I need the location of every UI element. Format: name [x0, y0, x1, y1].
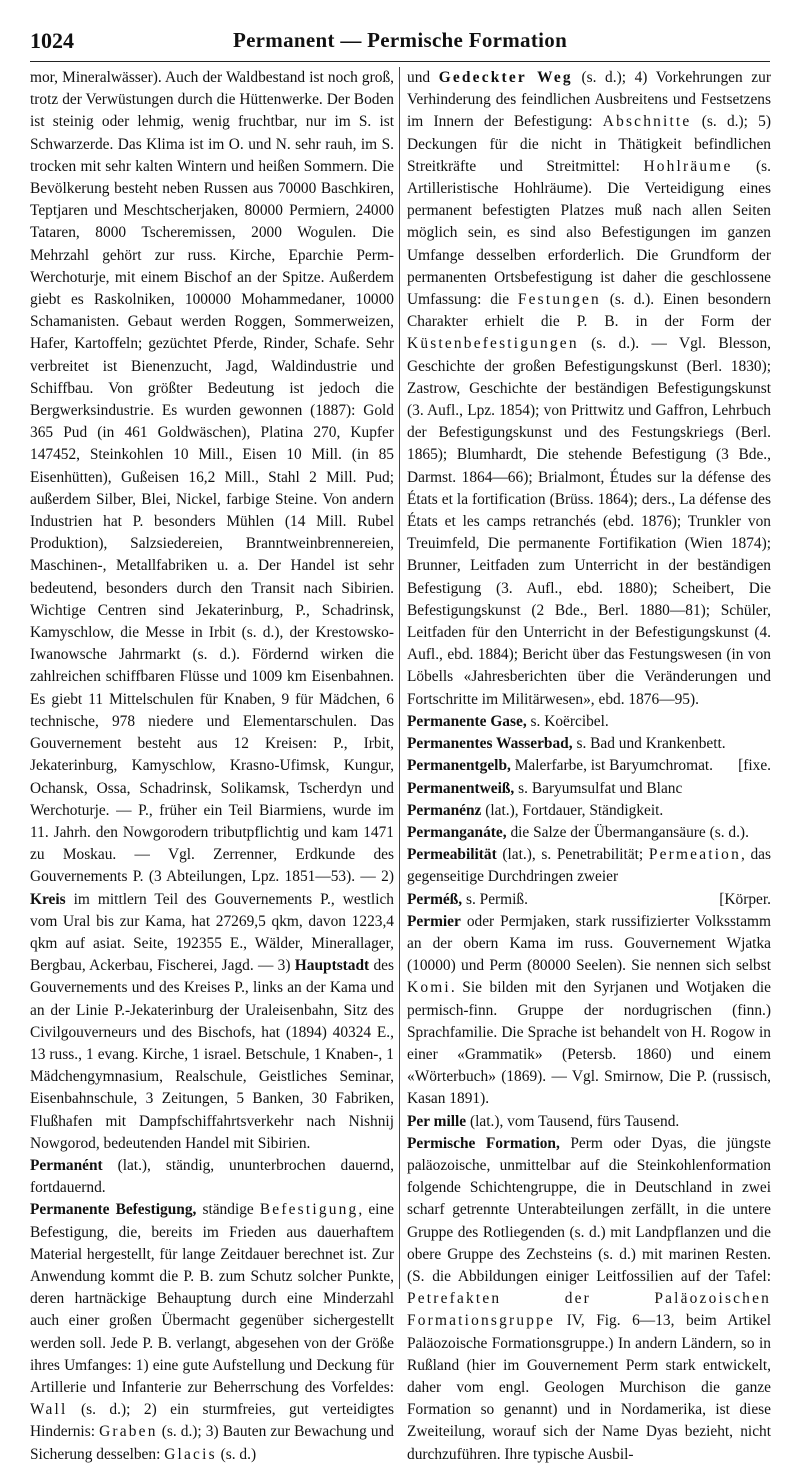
entry-headword: Per mille [407, 1112, 467, 1130]
entry-befestigung-continued [407, 67, 771, 711]
spaced-term: Wall [30, 1401, 68, 1419]
entry-text: (lat.), ständig, ununterbrochen dauernd, fortdauernd. [30, 1156, 394, 1197]
entry-permanganate [407, 822, 771, 844]
entry-text: ständige [202, 1201, 254, 1219]
entry-text: (s. d.); 5) Deckungen für die nicht in Thätigkeit befindlichen Streitkräfte und Streitmittel: [407, 113, 771, 175]
spaced-term: Gedeckter Weg [438, 69, 573, 86]
entry-headword: Permanente Befestigung, [30, 1201, 197, 1219]
entry-text: Malerfarbe, ist Baryumchromat. [514, 757, 714, 775]
entry-text: s. Permiß. [465, 890, 528, 908]
entry-text: (lat.), s. Penetrabilität; [502, 846, 644, 864]
entry-headword: Permanentgelb, [407, 757, 511, 775]
spaced-term: Küstenbefestigungen [407, 335, 579, 353]
entry-permanentgelb [407, 755, 771, 777]
entry-text: oder Permjaken, stark russifizierter Volksstamm an der obern Kama im russ. Gouvernement Wjatka (10000) und Perm (80000 Seelen). Sie nennen sich selbst [407, 912, 771, 975]
entry-text: , eine Befestigung, die, bereits im Frieden aus dauerhaftem Material hergestellt, für lange Zeitdauer berechnet ist. Zur Anwendung kommt die P. B. zum Schutz solcher Punkte, deren hartnäckige Behauptung durch eine Minderzahl auch einer großen Übermacht gegenüber sichergestellt werden soll. Jede P. B. verlangt, abgesehen von der Größe ihres Umfanges: 1) eine gute Aufstellung und Deckung für Artillerie und Infanterie zur Beherrschung des Vorfeldes: [30, 1201, 394, 1396]
entry-text: und [407, 69, 431, 86]
entry-permier [407, 911, 771, 1111]
spaced-term: Befestigung [259, 1201, 359, 1219]
entry-text: (s. d.). Einen besondern Charakter erhielt die P. B. in der Form der [407, 291, 771, 331]
entry-permeabilitaet [407, 844, 771, 888]
entry-text: s. Bad und Krankenbett. [576, 735, 726, 753]
entry-text: (s. d.); 2) ein sturmfreies, gut verteidigtes Hindernis: [30, 1401, 394, 1441]
entry-permanente-befestigung [30, 1199, 394, 1465]
entry-headword: Permanentweiß, [407, 779, 515, 797]
entry-text: (lat.), vom Tausend, fürs Tausend. [469, 1112, 680, 1130]
carryover-fragment: [Körper. [719, 890, 771, 908]
entry-text: . Sie bilden mit den Syrjanen und Wotjaken die permisch-finn. Gruppe der nordugrischen (finn.) Sprachfamilie. Die Sprache ist behandelt von H. Rogow in einer «Grammatik» (Petersb. 1860) und einem «Wörterbuch» (1869). — Vgl. Smirnow, Die P. (russisch, Kasan 1891). [407, 979, 771, 1108]
entry-headword: Permier [407, 912, 461, 930]
entry-text: s. Koërcibel. [530, 712, 609, 730]
entry-headword: Perméß, [407, 890, 463, 908]
entry-permische-formation [407, 1133, 771, 1466]
page-header [30, 28, 770, 58]
entry-per-mille [407, 1111, 771, 1133]
entry-text: (s. d.) [220, 1445, 257, 1463]
carryover-fragment: [fixe. [738, 757, 771, 775]
column-divider [399, 67, 400, 1289]
entry-perm-continued [30, 67, 394, 1155]
entry-permanent [30, 1155, 394, 1199]
spaced-term: Hohlräume [643, 157, 733, 175]
entry-keyword: Kreis [30, 890, 66, 908]
entry-headword: Permische Formation, [407, 1134, 560, 1152]
entry-text: die Salze der Übermangansäure (s. d.). [510, 823, 749, 841]
running-title: Permanent — Permische Formation [232, 28, 568, 52]
page-number: 1024 [30, 28, 74, 53]
entry-text: Perm oder Dyas, die jüngste paläozoische, unmittelbar auf die Steinkohlenformation folgende Schichtengruppe, die in Deutschland in zwei scharf getrennte Unterabteilungen zerfällt, in die untere Gruppe des Rotliegenden (s. d.) mit Landpflanzen und die obere Gruppe des Zechsteins (s. d.) mit marinen Resten. (S. die Abbildungen einiger Leitfossilien auf der Tafel: [407, 1134, 771, 1285]
entry-text: des Gouvernements und des Kreises P., links an der Kama und an der Linie P.-Jekaterinburg der Uraleisenbahn, Sitz des Civilgouverneurs und des Bischofs, hat (1894) 40324 E., 13 russ., 1 evang. Kirche, 1 israel. Betschule, 1 Knaben-, 1 Mädchengymnasium, Realschule, Geistliches Seminar, Eisenbahnschule, 3 Zeitungen, 5 Banken, 30 Fabriken, Flußhafen mit Dampfschiffahrtsverkehr nach Nishnij Nowgorod, bedeutenden Handel mit Sibirien. [30, 957, 395, 1152]
entry-text: , das gegenseitige Durchdringen zweier [407, 846, 771, 886]
entry-permanenz [407, 800, 771, 822]
entry-text: (s. d.); 3) Bauten zur Bewachung und Sicherung desselben: [30, 1423, 394, 1463]
entry-headword: Permanénz [407, 801, 482, 819]
entry-text: (s. d.); 4) Vorkehrungen zur Verhinderung des feindlichen Ausbreitens und Festsetzens im Innern der Befestigung: [407, 69, 771, 131]
entry-headword: Permanente Gase, [407, 712, 527, 730]
entry-headword: Permanganáte, [407, 823, 507, 841]
entry-permanente-gase [407, 711, 771, 733]
spaced-term: Festungen [517, 291, 601, 309]
spaced-term: Glacis [164, 1445, 217, 1463]
spaced-term: Komi [407, 979, 451, 997]
entry-text: s. Baryumsulfat und Blanc [518, 779, 683, 797]
entry-text: (lat.), Fortdauer, Ständigkeit. [485, 801, 664, 819]
entry-headword: Permanentes Wasserbad, [407, 735, 573, 753]
spaced-term: Abschnitte [602, 113, 692, 131]
entry-text: IV, Fig. 6—13, beim Artikel Paläozoische Formationsgruppe.) In andern Ländern, so in Rußland (hier im Gouvernement Perm stark entwickelt, daher vom engl. Geologen Murchison die ganze Formation so genannt) und in Nordamerika, ist diese Zweiteilung, worauf sich der Name Dyas bezieht, nicht durchzuführen. Ihre typische Ausbil- [407, 1312, 771, 1463]
entry-keyword: Hauptstadt [294, 957, 370, 975]
spaced-term: Petrefakten der Paläozoischen Formationsgruppe [407, 1290, 771, 1330]
entry-text: im mittlern Teil des Gouvernements P., westlich vom Ural bis zur Kama, hat 27269,5 qkm, davon 1223,4 qkm auf asiat. Seite, 192355 E., Wälder, Minerallager, Bergbau, Ackerbau, Fischerei, Jagd. — 3) [30, 890, 394, 975]
spaced-term: Graben [99, 1423, 158, 1441]
entry-text: (s. Artilleristische Hohlräume). Die Verteidigung eines permanent befestigten Platzes muß nach allen Seiten möglich sein, es sind also Befestigungen im ganzen Umfange desselben erforderlich. Die Grundform der permanenten Ortsbefestigung ist daher die geschlossene Umfassung: die [407, 157, 771, 309]
entry-headword: Permeabilität [407, 846, 497, 864]
entry-text: (s. d.). — Vgl. Blesson, Geschichte der großen Befestigungskunst (Berl. 1830); Zastrow, Geschichte der beständigen Befestigungskunst (3. Aufl., Lpz. 1854); von Prittwitz und Gaffron, Lehrbuch der Befestigungskunst und des Festungskriegs (Berl. 1865); Blumhardt, Die stehende Befestigung (3 Bde., Darmst. 1864—66); Brialmont, Études sur la défense des États et la fortification (Brüss. 1864); ders., La défense des États et les camps retranchés (ebd. 1876); Trunkler von Treuimfeld, Die permanente Fortifikation (Wien 1874); Brunner, Leitfaden zum Unterricht in der beständigen Befestigung (3. Aufl., ebd. 1880); Scheibert, Die Befestigungskunst (2 Bde., Berl. 1880—81); Schüler, Leitfaden für den Unterricht in der Befestigungskunst (4. Aufl., ebd. 1884); Bericht über das Festungswesen (in von Löbells «Jahresberichten über die Veränderungen und Fortschritte im Militärwesen», ebd. 1876—95). [407, 335, 771, 708]
entry-headword: Permanént [30, 1156, 103, 1174]
entry-permanentes-wasserbad [407, 733, 771, 755]
entry-text: mor, Mineralwässer). Auch der Waldbestand ist noch groß, trotz der Verwüstungen durch die Hüttenwerke. Der Boden ist steinig oder lehmig, wenig fruchtbar, nur im S. ist Schwarzerde. Das Klima ist im O. und N. sehr rauh, im S. trocken mit sehr kalten Wintern und heißen Sommern. Die Bevölkerung besteht neben Russen aus 70000 Baschkiren, Teptjaren und Meschtscherjaken, 80000 Permiern, 24000 Tataren, 8000 Tscheremissen, 2000 Wogulen. Die Mehrzahl gehört zur russ. Kirche, Eparchie Perm-Werchoturje, mit einem Bischof an der Spitze. Außerdem giebt es Raskolniken, 100000 Mohammedaner, 10000 Schamanisten. Gebaut werden Roggen, Sommerweizen, Hafer, Kartoffeln; gezüchtet Pferde, Rinder, Schafe. Sehr verbreitet ist Bienenzucht, Jagd, Waldindustrie und Schiffbau. Von größter Bedeutung ist jedoch die Bergwerksindustrie. Es wurden gewonnen (1887): Gold 365 Pud (in 461 Goldwäschen), Platina 270, Kupfer 147452, Steinkohlen 10 Mill., Eisen 10 Mill. (in 85 Eisenhütten), Gußeisen 16,2 Mill., Stahl 2 Mill. Pud; außerdem Silber, Blei, Nickel, farbige Steine. Von andern Industrien hat P. besonders Mühlen (14 Mill. Rubel Produktion), Salzsiedereien, Branntweinbrennereien, Maschinen-, Metallfabriken u. a. Der Handel ist sehr bedeutend, besonders durch den Transit nach Sibirien. Wichtige Centren sind Jekaterinburg, P., Schadrinsk, Kamyschlow, die Messe in Irbit (s. d.), der Krestowsko-Iwanowsche Jahrmarkt (s. d.). Fördernd wirken die zahlreichen schiffbaren Flüsse und 1009 km Eisenbahnen. Es giebt 11 Mittelschulen für Knaben, 9 für Mädchen, 6 technische, 978 niedere und Elementarschulen. Das Gouvernement besteht aus 12 Kreisen: P., Irbit, Jekaterinburg, Kamyschlow, Krasno-Ufimsk, Kungur, Ochansk, Ossa, Schadrinsk, Solikamsk, Tscherdyn und Werchoturje. — P., früher ein Teil Biarmiens, wurde im 11. Jahrh. den Nowgorodern tributpflichtig und kam 1471 zu Moskau. — Vgl. Zerrenner, Erdkunde des Gouvernements P. (3 Abteilungen, Lpz. 1851—53). — 2) [30, 69, 394, 886]
left-column [30, 67, 395, 1463]
entry-permess [407, 889, 771, 911]
right-column [407, 67, 771, 1463]
spaced-term: Permeation [648, 846, 741, 864]
entry-permanentweiss [407, 778, 771, 800]
header-rule [30, 61, 770, 62]
